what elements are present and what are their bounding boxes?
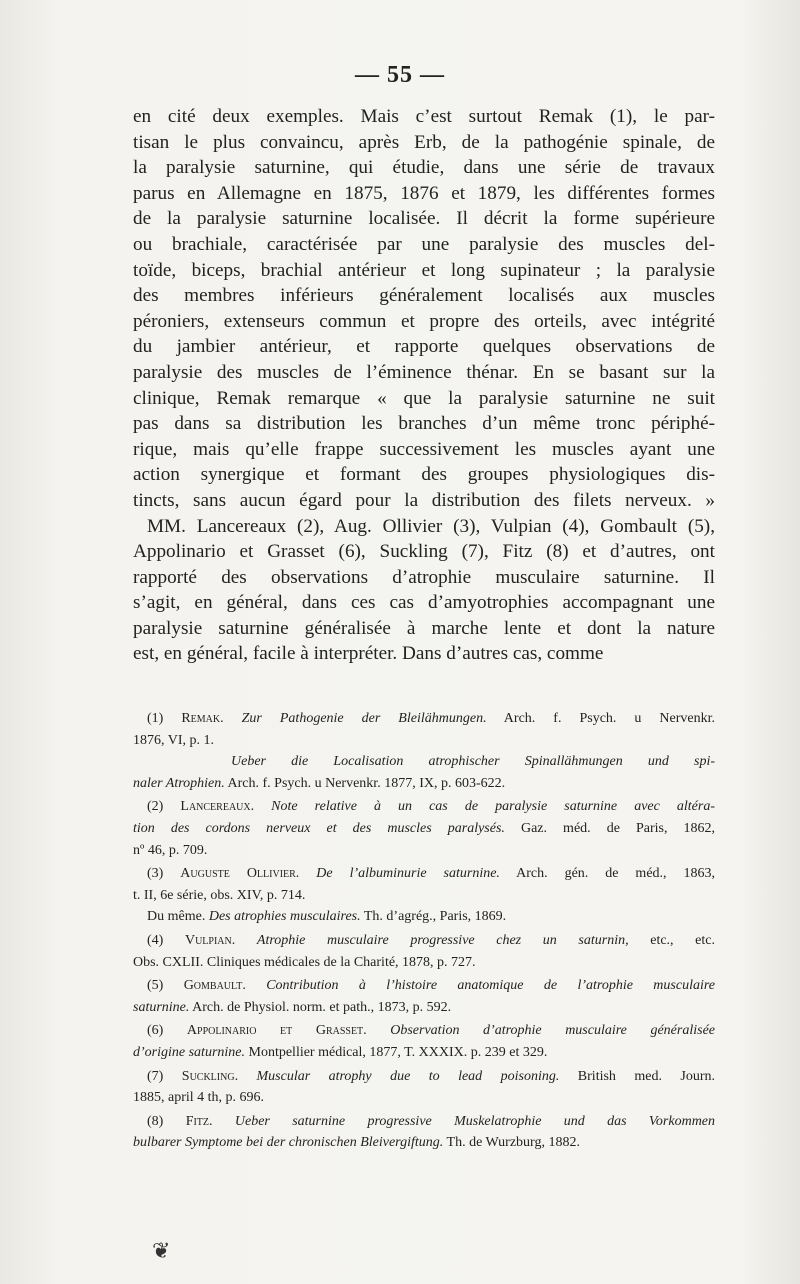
footnote-number: (6) bbox=[147, 1023, 164, 1039]
body-line: rique, mais qu’elle frappe successivement les muscles ayant une bbox=[133, 438, 715, 460]
footnote-author: Vulpian. bbox=[184, 932, 236, 948]
body-line: tisan le plus convaincu, après Erb, de la pathogénie spinale, de bbox=[133, 131, 715, 153]
printer-ornament: ❦ bbox=[152, 1238, 171, 1263]
body-text bbox=[133, 104, 715, 667]
footnote-line bbox=[133, 1020, 715, 1042]
footnote bbox=[133, 930, 715, 973]
footnote-number: (7) bbox=[147, 1068, 164, 1084]
footnote-line: 1885, april 4 th, p. 696. bbox=[133, 1090, 265, 1106]
footnote-line bbox=[133, 975, 715, 997]
footnote-title: Note relative à un cas de paralysie saturnine avec altéra- bbox=[271, 799, 716, 815]
footnote bbox=[133, 1020, 715, 1063]
body-line: du jambier antérieur, et rapporte quelques observations de bbox=[133, 336, 715, 358]
footnote-title: tion des cordons nerveux et des muscles paralysés. bbox=[133, 820, 505, 836]
footnote-line bbox=[133, 751, 715, 773]
footnote-text: Gaz. méd. de Paris, 1862, bbox=[504, 820, 716, 836]
footnote-line: Obs. CXLII. Cliniques médicales de la Charité, 1878, p. 727. bbox=[133, 954, 476, 970]
footnote-line bbox=[133, 773, 715, 795]
footnote-number: (5) bbox=[147, 978, 164, 994]
footnote bbox=[133, 863, 715, 928]
body-line: parus en Allemagne en 1875, 1876 et 1879, les différentes formes bbox=[133, 182, 715, 204]
body-line: action synergique et formant des groupes physiologiques dis- bbox=[133, 464, 715, 486]
footnote-title: Muscular atrophy due to lead poisoning. bbox=[256, 1068, 560, 1084]
footnote-text: Arch. f. Psych. u Nervenkr. 1877, IX, p. 603-622. bbox=[224, 775, 506, 791]
footnote-line bbox=[133, 1111, 715, 1133]
footnote-title: bulbarer Symptome bei der chronischen Bleivergiftung. bbox=[133, 1135, 444, 1151]
footnote-text: etc., etc. bbox=[628, 932, 716, 948]
footnote-line bbox=[133, 796, 715, 818]
footnote-title: Des atrophies musculaires. bbox=[208, 909, 361, 925]
body-line: la paralysie saturnine, qui étudie, dans une série de travaux bbox=[133, 157, 715, 179]
footnote-title: Zur Pathogenie der Bleilähmungen. bbox=[241, 711, 487, 726]
footnote-author: Lancereaux. bbox=[180, 799, 255, 815]
body-line: MM. Lancereaux (2), Aug. Ollivier (3), Vulpian (4), Gombault (5), bbox=[147, 515, 715, 537]
footnote-line bbox=[133, 1042, 715, 1064]
footnote-text: Th. d’agrég., Paris, 1869. bbox=[360, 909, 507, 925]
footnote-title: d’origine saturnine. bbox=[133, 1044, 245, 1060]
footnote-title: Observation d’atrophie musculaire généralisée bbox=[390, 1023, 715, 1039]
footnote-line bbox=[133, 818, 715, 840]
footnote-number: (2) bbox=[147, 799, 164, 815]
footnote bbox=[133, 1066, 715, 1109]
footnote-title: naler Atrophien. bbox=[133, 775, 225, 791]
footnote-text: Th. de Wurzburg, 1882. bbox=[443, 1135, 580, 1151]
footnote-author: Suckling. bbox=[181, 1068, 239, 1084]
body-line: s’agit, en général, dans ces cas d’amyotrophies accompagnant une bbox=[133, 592, 715, 614]
body-line: paralysie des muscles de l’éminence thénar. En se basant sur la bbox=[133, 361, 715, 383]
page-number: — 55 — bbox=[355, 62, 445, 88]
footnote-author: Auguste Ollivier. bbox=[180, 866, 300, 882]
body-line: des membres inférieurs généralement localisés aux muscles bbox=[133, 285, 715, 307]
footnote bbox=[133, 1111, 715, 1154]
footnote-title: Ueber saturnine progressive Muskelatrophie und das Vorkommen bbox=[234, 1113, 716, 1129]
body-line: clinique, Remak remarque « que la paralysie saturnine ne suit bbox=[133, 387, 715, 409]
footnote-line bbox=[133, 997, 715, 1019]
footnote bbox=[133, 796, 715, 861]
footnote-line bbox=[133, 863, 715, 885]
footnote-line bbox=[133, 930, 715, 952]
footnote-line bbox=[133, 1132, 715, 1154]
body-line: péroniers, extenseurs commun et propre des orteils, avec intégrité bbox=[133, 310, 715, 332]
footnote-title: Ueber die Localisation atrophischer Spinallähmungen und spi- bbox=[231, 754, 715, 770]
footnote-title: Atrophie musculaire progressive chez un saturnin, bbox=[256, 932, 629, 948]
footnote-line: 1876, VI, p. 1. bbox=[133, 732, 215, 748]
footnote-title: De l’albuminurie saturnine. bbox=[316, 866, 500, 882]
footnote-line bbox=[133, 708, 715, 730]
footnotes bbox=[133, 708, 715, 1154]
footnote-text: Montpellier médical, 1877, T. XXXIX. p. 239 et 329. bbox=[245, 1044, 548, 1060]
footnote-number: (8) bbox=[147, 1113, 164, 1129]
footnote-line bbox=[133, 906, 715, 928]
body-line: rapporté des observations d’atrophie musculaire saturnine. Il bbox=[133, 566, 715, 588]
footnote-author: Remak. bbox=[181, 711, 224, 726]
footnote bbox=[133, 975, 715, 1018]
footnote-prefix: Du même. bbox=[147, 909, 209, 925]
footnote-text: Arch. f. Psych. u Nervenkr. bbox=[486, 711, 716, 726]
footnote-line bbox=[133, 1066, 715, 1088]
footnote-number: (1) bbox=[147, 711, 164, 726]
footnote-text: Arch. de Physiol. norm. et path., 1873, p. 592. bbox=[189, 999, 452, 1015]
body-line: est, en général, facile à interpréter. Dans d’autres cas, comme bbox=[133, 643, 604, 665]
body-line: pas dans sa distribution les branches d’un même tronc périphé- bbox=[133, 413, 715, 435]
body-line: Appolinario et Grasset (6), Suckling (7), Fitz (8) et d’autres, ont bbox=[133, 541, 715, 563]
footnote-text: British med. Journ. bbox=[559, 1068, 716, 1084]
footnote bbox=[133, 708, 715, 794]
footnote-author: Appolinario et Grasset. bbox=[186, 1023, 367, 1039]
footnote-title: Contribution à l’histoire anatomique de l’atrophie musculaire bbox=[266, 978, 715, 994]
body-line: toïde, biceps, brachial antérieur et long supinateur ; la paralysie bbox=[133, 259, 715, 281]
body-line: ou brachiale, caractérisée par une paralysie des muscles del- bbox=[133, 233, 715, 255]
footnote-text: Arch. gén. de méd., 1863, bbox=[499, 866, 715, 882]
footnote-number: (4) bbox=[147, 932, 164, 948]
footnote-number: (3) bbox=[147, 866, 164, 882]
body-line: en cité deux exemples. Mais c’est surtout Remak (1), le par- bbox=[133, 106, 715, 127]
body-line: tincts, sans aucun égard pour la distribution des filets nerveux. » bbox=[133, 489, 715, 511]
footnote-line: nº 46, p. 709. bbox=[133, 842, 208, 858]
body-line: de la paralysie saturnine localisée. Il décrit la forme supérieure bbox=[133, 208, 715, 230]
footnote-title: saturnine. bbox=[133, 999, 190, 1015]
footnote-line: t. II, 6e série, obs. XIV, p. 714. bbox=[133, 887, 306, 903]
footnote-author: Fitz. bbox=[185, 1113, 213, 1129]
body-line: paralysie saturnine généralisée à marche lente et dont la nature bbox=[133, 617, 715, 639]
footnote-author: Gombault. bbox=[183, 978, 246, 994]
